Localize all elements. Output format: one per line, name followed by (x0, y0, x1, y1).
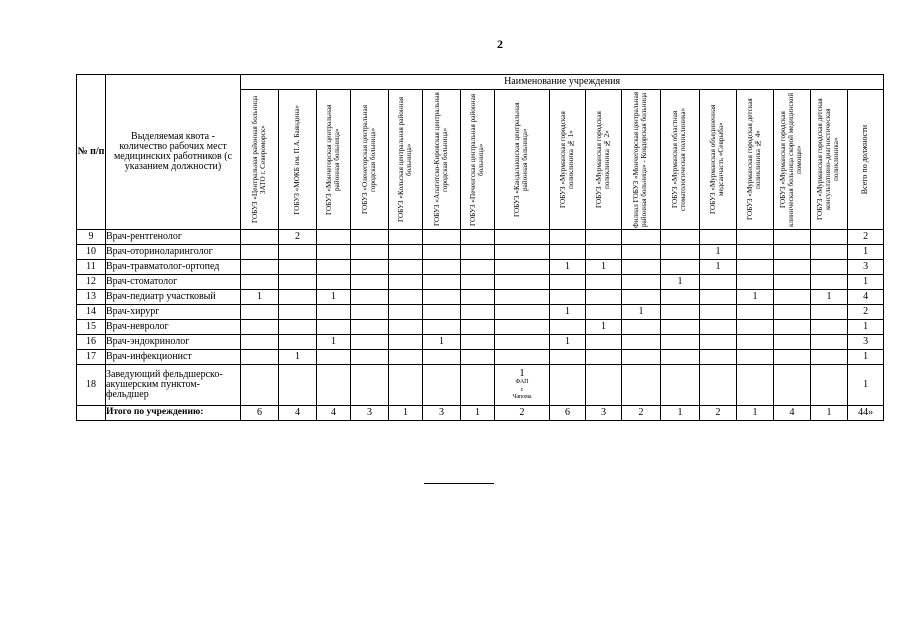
kandalaksha-value: 1 (519, 366, 525, 379)
quota-cell: 1 (661, 275, 700, 290)
quota-cell (279, 290, 317, 305)
quota-cell (661, 290, 700, 305)
totals-cell: 1 (737, 406, 774, 421)
totals-cell: 2 (622, 406, 661, 421)
org-header-cell (423, 90, 461, 230)
row-total: 3 (848, 335, 884, 350)
quota-cell (495, 230, 550, 245)
quota-cell (495, 335, 550, 350)
row-number: 12 (77, 275, 106, 290)
quota-cell: 1 (550, 305, 586, 320)
header-org-group: Наименование учреждения (241, 75, 884, 90)
quota-cell (661, 230, 700, 245)
quota-cell (279, 335, 317, 350)
quota-table (76, 74, 884, 421)
quota-cell (351, 245, 389, 260)
org-header-cell (495, 90, 550, 230)
quota-cell (461, 260, 495, 275)
quota-cell (461, 335, 495, 350)
table-row (77, 305, 884, 320)
quota-cell (586, 335, 622, 350)
org-header-label: ГОБУЗ «Кандалакшская центральная районная больница» (513, 102, 529, 217)
quota-cell (550, 320, 586, 335)
quota-cell (389, 290, 423, 305)
quota-cell (423, 260, 461, 275)
quota-cell (317, 260, 351, 275)
totals-cell: 3 (423, 406, 461, 421)
table-row (77, 365, 884, 406)
row-number: 18 (77, 365, 106, 406)
quota-cell: 2 (279, 230, 317, 245)
quota-cell (700, 365, 737, 406)
quota-cell (700, 335, 737, 350)
quota-cell: 1 (279, 350, 317, 365)
quota-cell (774, 350, 811, 365)
quota-cell (423, 230, 461, 245)
row-number: 15 (77, 320, 106, 335)
quota-cell (622, 365, 661, 406)
row-number: 13 (77, 290, 106, 305)
quota-cell (622, 245, 661, 260)
quota-cell (700, 305, 737, 320)
org-header-label: ГОБУЗ «Оленегорская центральная городская больница» (360, 104, 377, 215)
totals-cell: 1 (461, 406, 495, 421)
quota-cell (351, 305, 389, 320)
quota-cell (461, 245, 495, 260)
quota-cell (389, 320, 423, 335)
totals-cell: 6 (241, 406, 279, 421)
quota-cell (461, 350, 495, 365)
quota-cell (495, 275, 550, 290)
quota-cell: 1 (550, 260, 586, 275)
quota-cell (241, 230, 279, 245)
quota-cell (774, 260, 811, 275)
quota-cell (279, 320, 317, 335)
row-position: Врач-невролог (106, 320, 241, 335)
fap-note: с (520, 386, 524, 393)
quota-cell (774, 245, 811, 260)
quota-cell (811, 245, 848, 260)
quota-cell (317, 275, 351, 290)
totals-cell: 6 (550, 406, 586, 421)
quota-cell (389, 245, 423, 260)
row-total: 1 (848, 350, 884, 365)
row-total: 1 (848, 320, 884, 335)
quota-cell: 1 (622, 305, 661, 320)
row-total: 4 (848, 290, 884, 305)
quota-cell (737, 275, 774, 290)
footnote-separator-line (424, 483, 494, 484)
quota-cell (737, 305, 774, 320)
row-position: Заведующий фельдшерско-акушерским пунктом-фельдшер (106, 365, 241, 406)
quota-cell (423, 275, 461, 290)
quota-cell (586, 290, 622, 305)
quota-cell (461, 365, 495, 406)
table-row (77, 335, 884, 350)
quota-cell (811, 230, 848, 245)
quota-cell (423, 320, 461, 335)
org-header-label: ГОБУЗ «Мурманская объединенная медсанчасть «Севрыба» (709, 104, 725, 215)
quota-cell (550, 350, 586, 365)
quota-cell (495, 305, 550, 320)
quota-cell (317, 365, 351, 406)
quota-cell (811, 350, 848, 365)
quota-cell (811, 335, 848, 350)
row-number: 11 (77, 260, 106, 275)
quota-cell (461, 320, 495, 335)
row-number: 16 (77, 335, 106, 350)
totals-cell: 2 (700, 406, 737, 421)
quota-cell (661, 320, 700, 335)
fap-note: ФАП (515, 378, 529, 385)
row-position: Врач-эндокринолог (106, 335, 241, 350)
quota-cell (279, 275, 317, 290)
org-header-label: ГОБУЗ «Мурманская городская клиническая больница скорой медицинской помощи» (779, 92, 803, 227)
quota-cell (351, 275, 389, 290)
quota-cell (495, 365, 550, 406)
quota-cell (241, 320, 279, 335)
quota-cell (241, 335, 279, 350)
quota-cell (737, 230, 774, 245)
quota-cell (811, 260, 848, 275)
quota-cell (811, 365, 848, 406)
quota-cell (495, 350, 550, 365)
org-header-label: ГОБУЗ «Мурманская городская поликлиника № 1» (558, 111, 575, 208)
quota-cell (737, 335, 774, 350)
table-row (77, 290, 884, 305)
quota-cell: 1 (550, 335, 586, 350)
quota-cell (495, 290, 550, 305)
totals-cell: 4 (279, 406, 317, 421)
quota-cell (461, 290, 495, 305)
quota-cell (700, 290, 737, 305)
quota-cell (317, 245, 351, 260)
quota-cell (774, 305, 811, 320)
quota-cell (550, 290, 586, 305)
totals-cell: 3 (586, 406, 622, 421)
quota-cell (241, 245, 279, 260)
quota-cell (774, 290, 811, 305)
row-position: Врач-оториноларинголог (106, 245, 241, 260)
quota-cell (700, 320, 737, 335)
table-body (77, 230, 884, 421)
totals-label: Итого по учреждению: (106, 406, 241, 421)
quota-cell: 1 (317, 290, 351, 305)
quota-cell (241, 260, 279, 275)
org-header-cell (279, 90, 317, 230)
row-number: 14 (77, 305, 106, 320)
quota-cell (586, 350, 622, 365)
row-position: Врач-травматолог-ортопед (106, 260, 241, 275)
org-header-label: ГОБУЗ «Мурманская областная стоматологическая поликлиника» (671, 107, 687, 212)
totals-cell: 4 (317, 406, 351, 421)
quota-cell (737, 365, 774, 406)
org-header-label: ГОБУЗ «Печенгская центральная районная больница» (468, 93, 485, 226)
quota-cell (317, 305, 351, 320)
quota-cell (622, 335, 661, 350)
quota-cell (737, 350, 774, 365)
quota-cell (495, 260, 550, 275)
org-header-label: ГОБУЗ «Мончегорская центральная районная больница» (324, 104, 341, 215)
quota-cell (241, 305, 279, 320)
quota-cell (700, 350, 737, 365)
quota-cell (774, 230, 811, 245)
quota-cell (774, 320, 811, 335)
quota-cell (661, 305, 700, 320)
table-row (77, 275, 884, 290)
quota-cell (774, 275, 811, 290)
totals-cell: 3 (351, 406, 389, 421)
row-position: Врач-хирург (106, 305, 241, 320)
quota-cell (461, 305, 495, 320)
quota-cell (622, 320, 661, 335)
quota-cell (317, 320, 351, 335)
quota-cell: 1 (700, 245, 737, 260)
quota-cell (389, 275, 423, 290)
quota-cell (461, 275, 495, 290)
quota-cell (241, 275, 279, 290)
row-total: 1 (848, 245, 884, 260)
totals-cell: 1 (661, 406, 700, 421)
quota-cell (586, 245, 622, 260)
quota-cell (423, 305, 461, 320)
quota-cell: 1 (586, 320, 622, 335)
row-number: 10 (77, 245, 106, 260)
quota-cell: 1 (737, 290, 774, 305)
row-total: 1 (848, 365, 884, 406)
row-total: 3 (848, 260, 884, 275)
quota-cell (389, 305, 423, 320)
quota-cell (622, 350, 661, 365)
quota-cell (550, 275, 586, 290)
quota-cell: 1 (811, 290, 848, 305)
quota-cell (351, 290, 389, 305)
quota-cell (586, 365, 622, 406)
org-header-label: Филиал ГОБУЗ «Мончегорская центральная районная больница» - Ковдорская больница (632, 91, 648, 228)
quota-cell (351, 365, 389, 406)
quota-cell (279, 245, 317, 260)
quota-cell (550, 365, 586, 406)
quota-cell (811, 320, 848, 335)
quota-cell (661, 365, 700, 406)
row-position: Врач-педиатр участковый (106, 290, 241, 305)
quota-cell (550, 245, 586, 260)
quota-cell (461, 230, 495, 245)
header-num: № п/п (77, 75, 106, 230)
quota-cell (351, 260, 389, 275)
quota-cell: 1 (423, 335, 461, 350)
org-header-cell (461, 90, 495, 230)
quota-cell (351, 350, 389, 365)
quota-cell (774, 365, 811, 406)
org-header-cell (389, 90, 423, 230)
quota-cell (700, 275, 737, 290)
org-header-label: ГОБУЗ «Мурманская городская детская консультативно-диагностическая поликлиника» (816, 98, 840, 221)
quota-cell (423, 290, 461, 305)
totals-cell: 1 (389, 406, 423, 421)
row-position: Врач-рентгенолог (106, 230, 241, 245)
fap-note: Чапома (512, 394, 532, 401)
org-header-label: ГОБУЗ «Кольская центральная районная больница» (396, 96, 413, 223)
quota-cell (586, 230, 622, 245)
quota-cell (737, 260, 774, 275)
quota-cell (737, 245, 774, 260)
org-header-label: ГОБУЗ «Апатитско-Кировская центральная городская больница» (432, 92, 449, 227)
quota-cell (586, 275, 622, 290)
quota-cell (351, 335, 389, 350)
quota-cell (389, 230, 423, 245)
quota-cell (423, 365, 461, 406)
quota-cell (495, 320, 550, 335)
grand-total: 44» (848, 406, 884, 421)
org-header-label: ГОБУЗ «Мурманская городская поликлиника № 2» (594, 111, 611, 208)
quota-cell (317, 230, 351, 245)
quota-cell (622, 275, 661, 290)
table-row (77, 245, 884, 260)
org-header-cell (737, 90, 774, 230)
row-number: 17 (77, 350, 106, 365)
quota-cell (622, 260, 661, 275)
row-number: 9 (77, 230, 106, 245)
quota-cell (661, 350, 700, 365)
table-row (77, 350, 884, 365)
org-header-label: ГОБУЗ «МОКБ им. П.А. Баяндина» (292, 104, 301, 215)
quota-cell (351, 230, 389, 245)
org-header-cell (661, 90, 700, 230)
org-header-label: ГОБУЗ «Центральная районная больница ЗАТО г. Североморск» (250, 95, 267, 224)
row-total: 2 (848, 305, 884, 320)
quota-cell: 1 (241, 290, 279, 305)
table-row (77, 230, 884, 245)
quota-cell (389, 350, 423, 365)
header-position: Выделяемая квота - количество рабочих мест медицинских работников (с указанием должности) (106, 75, 241, 230)
quota-cell (737, 320, 774, 335)
total-header-label: Всего по должности (860, 124, 870, 195)
quota-cell (550, 230, 586, 245)
org-header-cell (317, 90, 351, 230)
quota-cell (622, 290, 661, 305)
org-header-cell (700, 90, 737, 230)
total-header-cell (848, 90, 884, 230)
quota-cell (811, 305, 848, 320)
quota-cell (351, 320, 389, 335)
org-header-cell (351, 90, 389, 230)
quota-cell: 1 (586, 260, 622, 275)
quota-cell: 1 (700, 260, 737, 275)
org-header-cell (774, 90, 811, 230)
org-header-cell (811, 90, 848, 230)
quota-cell (622, 230, 661, 245)
org-header-cell (550, 90, 586, 230)
quota-cell (389, 335, 423, 350)
quota-cell (241, 350, 279, 365)
quota-cell (495, 245, 550, 260)
row-position: Врач-стоматолог (106, 275, 241, 290)
row-total: 1 (848, 275, 884, 290)
table-row (77, 260, 884, 275)
quota-cell (279, 305, 317, 320)
quota-cell (774, 335, 811, 350)
quota-cell (389, 260, 423, 275)
row-position: Врач-инфекционист (106, 350, 241, 365)
totals-number-cell (77, 406, 106, 421)
quota-cell (700, 230, 737, 245)
totals-cell: 4 (774, 406, 811, 421)
totals-cell: 1 (811, 406, 848, 421)
quota-cell (661, 245, 700, 260)
quota-cell (661, 335, 700, 350)
totals-cell: 2 (495, 406, 550, 421)
page-number: 2 (497, 37, 503, 51)
quota-cell (389, 365, 423, 406)
org-header-cell (622, 90, 661, 230)
quota-cell (423, 350, 461, 365)
quota-cell (811, 275, 848, 290)
org-header-cell (241, 90, 279, 230)
quota-cell (279, 260, 317, 275)
totals-row (77, 406, 884, 421)
table-row (77, 320, 884, 335)
org-header-cell (586, 90, 622, 230)
quota-cell (317, 350, 351, 365)
quota-cell (241, 365, 279, 406)
quota-cell: 1 (317, 335, 351, 350)
quota-cell (586, 305, 622, 320)
org-header-label: ГОБУЗ «Мурманская городская детская поликлиника № 4» (746, 98, 762, 221)
quota-cell (423, 245, 461, 260)
row-total: 2 (848, 230, 884, 245)
quota-cell (279, 365, 317, 406)
quota-cell (661, 260, 700, 275)
